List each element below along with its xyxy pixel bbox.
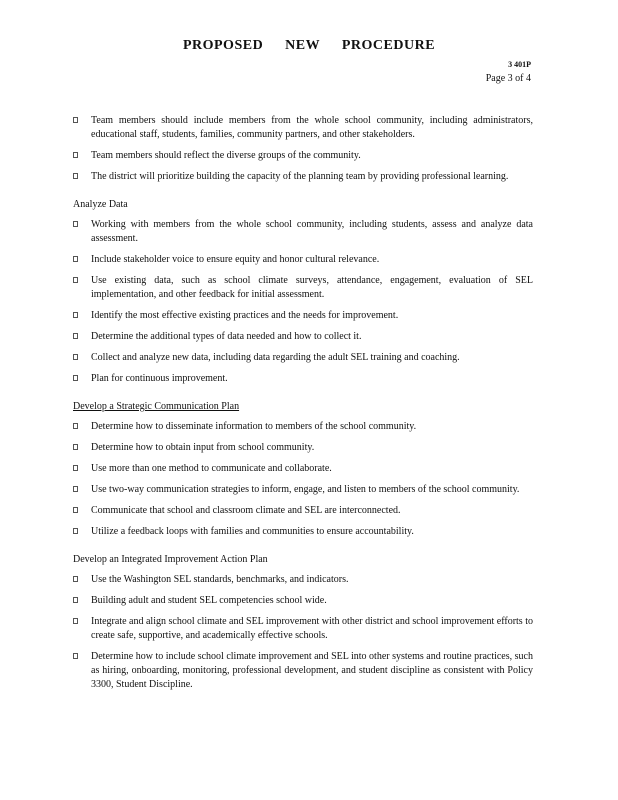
list-item: Integrate and align school climate and SEL improvement with other district and school improvement efforts to create safe, supportive, and academically effective schools. [73,615,533,643]
section-heading: Develop a Strategic Communication Plan [73,401,240,412]
list-item: Use two-way communication strategies to inform, engage, and listen to members of the school community. [73,483,533,497]
bullet-icon [73,444,78,450]
list-item: Plan for continuous improvement. [73,372,533,386]
bullet-icon [73,312,78,318]
section-team [73,114,533,184]
page-number: Page 3 of 4 [485,73,531,84]
bullet-list [73,420,533,539]
bullet-icon [73,256,78,262]
list-item: Use the Washington SEL standards, benchmarks, and indicators. [73,573,533,587]
list-item: Identify the most effective existing practices and the needs for improvement. [73,309,533,323]
section-communication-plan [73,400,533,539]
list-item: Include stakeholder voice to ensure equity and honor cultural relevance. [73,253,533,267]
bullet-list [73,114,533,184]
bullet-list [73,573,533,692]
document-body [73,114,533,699]
section-heading: Develop an Integrated Improvement Action Plan [73,554,268,565]
list-item: Team members should include members from the whole school community, including administrators, educational staff, students, families, community partners, and other stakeholders. [73,114,533,142]
bullet-icon [73,221,78,227]
bullet-icon [73,173,78,179]
bullet-icon [73,618,78,624]
section-analyze-data [73,198,533,386]
list-item: Utilize a feedback loops with families and communities to ensure accountability. [73,525,533,539]
bullet-icon [73,333,78,339]
bullet-icon [73,528,78,534]
bullet-icon [73,117,78,123]
bullet-list [73,218,533,386]
bullet-icon [73,597,78,603]
list-item: Determine how to obtain input from school community. [73,441,533,455]
list-item: Determine the additional types of data needed and how to collect it. [73,330,533,344]
bullet-icon [73,277,78,283]
list-item: Team members should reflect the diverse groups of the community. [73,149,533,163]
list-item: Determine how to include school climate improvement and SEL into other systems and routine practices, such as hiring, onboarding, monitoring, professional development, and student discipline as consistent with Policy 3300, Student Discipline. [73,650,533,692]
bullet-icon [73,576,78,582]
list-item: Determine how to disseminate information to members of the school community. [73,420,533,434]
policy-code: 3 401P [508,60,531,69]
list-item: Use existing data, such as school climate surveys, attendance, engagement, evaluation of SEL implementation, and other feedback for initial assessment. [73,274,533,302]
list-item: Working with members from the whole school community, including students, assess and analyze data assessment. [73,218,533,246]
bullet-icon [73,354,78,360]
bullet-icon [73,152,78,158]
bullet-icon [73,653,78,659]
bullet-icon [73,465,78,471]
list-item: Collect and analyze new data, including data regarding the adult SEL training and coaching. [73,351,533,365]
section-improvement-plan [73,553,533,692]
list-item: The district will prioritize building the capacity of the planning team by providing professional learning. [73,170,533,184]
document-title: PROPOSED NEW PROCEDURE [182,38,436,53]
bullet-icon [73,507,78,513]
bullet-icon [73,423,78,429]
section-heading: Analyze Data [73,199,128,210]
bullet-icon [73,486,78,492]
list-item: Use more than one method to communicate and collaborate. [73,462,533,476]
list-item: Communicate that school and classroom climate and SEL are interconnected. [73,504,533,518]
bullet-icon [73,375,78,381]
list-item: Building adult and student SEL competencies school wide. [73,594,533,608]
